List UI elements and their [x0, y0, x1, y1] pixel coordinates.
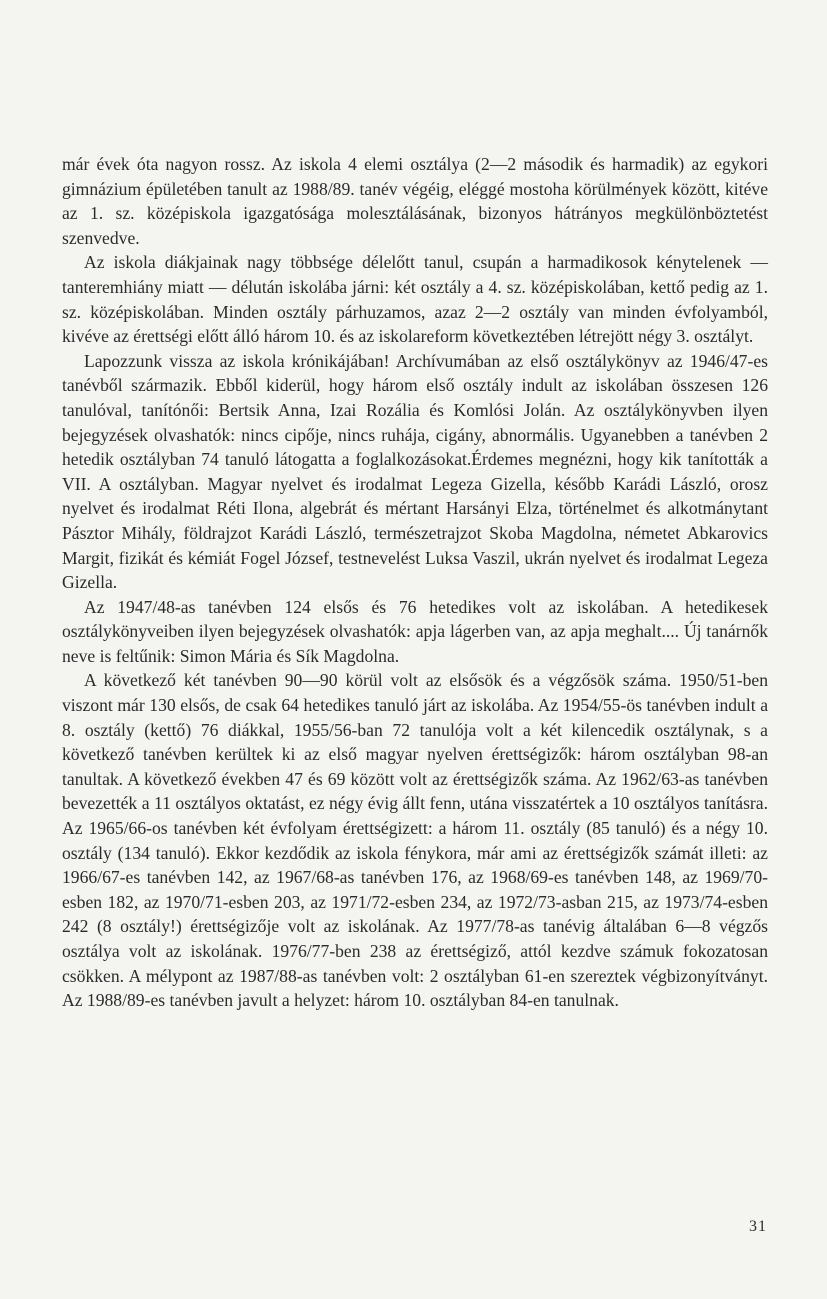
- paragraph-1: már évek óta nagyon rossz. Az iskola 4 elemi osztálya (2—2 második és harmadik) az egykori gimnázium épületében tanult az 1988/89. tanév végéig, eléggé mostoha körülmények között, kitéve az 1. sz. középiskola igazgatósága molesztálásának, bizonyos hátrányos megkülönböztetést szenvedve.: [62, 154, 768, 248]
- page-number: 31: [749, 1218, 767, 1235]
- paragraph-2: Az iskola diákjainak nagy többsége délelőtt tanul, csupán a harmadikosok kénytelenek — tanteremhiány miatt — délután iskolába járni: két osztály a 4. sz. középiskolában, kettő pedig az 1. sz. középiskolában. Minden osztály párhuzamos, azaz 2—2 osztály van minden évfolyamból, kivéve az érettségi előtt álló három 10. és az iskolareform következtében létrejött négy 3. osztályt.: [62, 252, 768, 347]
- paragraph-5: A következő két tanévben 90—90 körül volt az elsősök és a végzősök száma. 1950/51-ben viszont már 130 elsős, de csak 64 hetedikes tanuló járt az iskolába. Az 1954/55-ös tanévben indult a 8. osztály (kettő) 76 diákkal, 1955/56-ban 72 tanulója volt a két kilencedik osztálynak, s a következő tanévben kerültek ki az első magyar nyelven érettségizők: három osztályban 98-an tanultak. A következő években 47 és 69 között volt az érettségizők száma. Az 1962/63-as tanévben bevezették a 11 osztályos oktatást, ez négy évig állt fenn, utána visszatértek a 10 osztályos tanításra. Az 1965/66-os tanévben két évfolyam érettségizett: a három 11. osztály (85 tanuló) és a négy 10. osztály (134 tanuló). Ekkor kezdődik az iskola fénykora, már ami az érettségizők számát illeti: az 1966/67-es tanévben 142, az 1967/68-as tanévben 176, az 1968/69-es tanévben 148, az 1969/70-esben 182, az 1970/71-esben 203, az 1971/72-esben 234, az 1972/73-asban 215, az 1973/74-esben 242 (8 osztály!) érettségizője volt az iskolának. Az 1977/78-as tanévig általában 6—8 végzős osztálya volt az iskolának. 1976/77-ben 238 az érettségiző, attól kezdve számuk fokozatosan csökken. A mélypont az 1987/88-as tanévben volt: 2 osztályban 61-en szereztek végbizonyítványt. Az 1988/89-es tanévben javult a helyzet: három 10. osztályban 84-en tanulnak.: [62, 670, 768, 1011]
- paragraph-4: Az 1947/48-as tanévben 124 elsős és 76 hetedikes volt az iskolában. A hetedikesek osztálykönyveiben ilyen bejegyzések olvashatók: apja lágerben van, az apja meghalt.... Új tanárnők neve is feltűnik: Simon Mária és Sík Magdolna.: [62, 596, 768, 666]
- paragraph-3: Lapozzunk vissza az iskola krónikájában! Archívumában az első osztálykönyv az 1946/47-es tanévből származik. Ebből kiderül, hogy három első osztály indult az iskolában összesen 126 tanulóval, tanítónői: Bertsik Anna, Izai Rozália és Komlósi Jolán. Az osztálykönyvben ilyen bejegyzések olvashatók: nincs cipője, nincs ruhája, cigány, abnormális. Ugyanebben a tanévben 2 hetedik osztályban 74 tanuló látogatta a foglalkozásokat.Érdemes megnézni, hogy kik tanították a VII. A osztályban. Magyar nyelvet és irodalmat Legeza Gizella, később Karádi László, orosz nyelvet és irodalmat Réti Ilona, algebrát és mértant Harsányi Elza, történelmet és alkotmánytant Pásztor Mihály, földrajzot Karádi László, természetrajzot Skoba Magdolna, németet Abkarovics Margit, fizikát és kémiát Fogel József, testnevelést Luksa Vaszil, ukrán nyelvet és irodalmat Legeza Gizella.: [62, 350, 768, 593]
- body-text: [62, 152, 768, 1013]
